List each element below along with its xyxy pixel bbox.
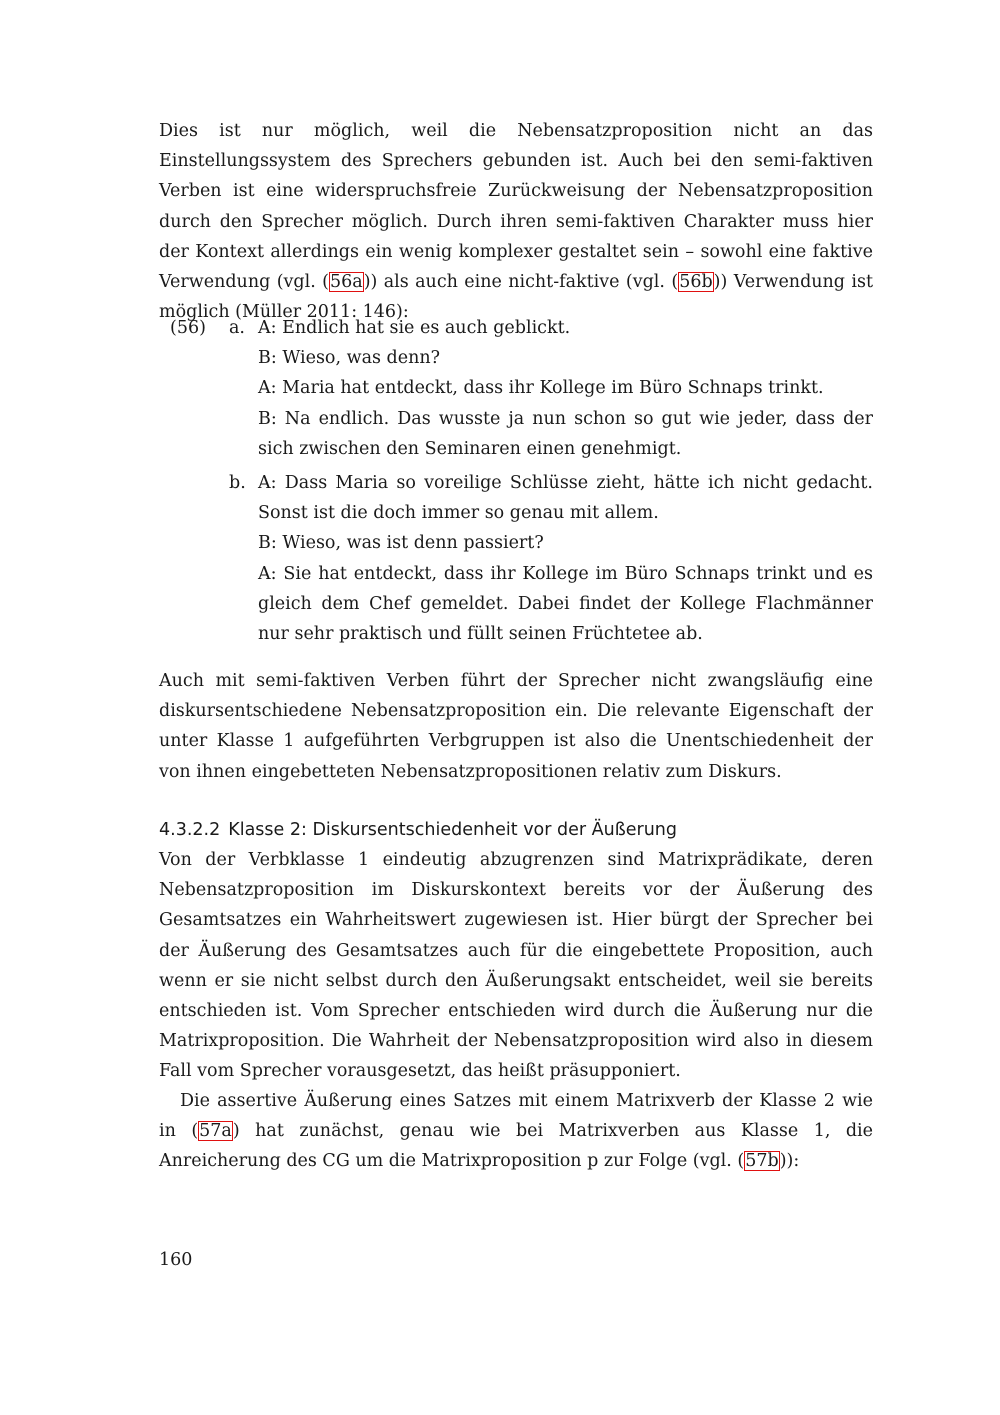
example-letter-b: b. [229, 473, 246, 493]
paragraph-2: Auch mit semi-faktiven Verben führt der Sprecher nicht zwangsläufig eine diskursentschiedene Nebensatzproposition ein. Die relevante Eigenschaft der unter Klasse 1 aufgeführten Verbgruppen ist also die Unentschiedenheit der von ihnen eingebetteten Nebensatzpropositionen relativ zum Diskurs. [159, 671, 873, 782]
cross-reference-56a[interactable]: 56a [329, 272, 363, 293]
cross-reference-56b[interactable]: 56b [679, 272, 713, 293]
dialogue-line: B: Wieso, was denn? [258, 348, 441, 369]
example-letter-a: a. [229, 318, 245, 338]
dialogue-line: B: Na endlich. Das wusste ja nun schon so gut wie jeder, dass der sich zwischen den Seminaren einen genehmigt. [258, 408, 873, 459]
paragraph-3: Von der Verbklasse 1 eindeutig abzugrenzen sind Matrixprädikate, deren Nebensatzproposition im Diskurskontext bereits vor der Äußerung des Gesamtsatzes ein Wahrheitswert zugewiesen ist. Hier bürgt der Sprecher bei der Äußerung des Gesamtsatzes auch für die eingebettete Proposition, auch wenn er sie nicht selbst durch den Äußerungsakt entscheidet, weil sie bereits entschieden ist. Vom Sprecher entschieden wird durch die Äußerung nur die Matrixproposition. Die Wahrheit der Nebensatzproposition wird also in diesem Fall vom Sprecher vorausgesetzt, das heißt präsupponiert. [159, 850, 873, 1082]
cross-reference-57b[interactable]: 57b [745, 1151, 779, 1172]
dialogue-line: A: Sie hat entdeckt, dass ihr Kollege im Büro Schnaps trinkt und es gleich dem Chef gemeldet. Dabei findet der Kollege Flachmänner nur sehr praktisch und füllt seinen Früchtetee ab. [258, 563, 873, 645]
section-number: 4.3.2.2 [159, 820, 221, 840]
cross-reference-57a[interactable]: 57a [199, 1121, 232, 1142]
dialogue-line: A: Endlich hat sie es auch geblickt. [258, 318, 571, 338]
page-number: 160 [159, 1250, 193, 1270]
section-heading [159, 815, 873, 845]
dialogue-line: A: Dass Maria so voreilige Schlüsse zieht, hätte ich nicht gedacht. Sonst ist die doch immer so genau mit allem. [258, 473, 873, 524]
example-a-dialogue [258, 313, 873, 464]
paragraph-1: Dies ist nur möglich, weil die Nebensatzproposition nicht an das Einstellungssystem des Sprechers gebunden ist. Auch bei den semi-faktiven Verben ist eine widerspruchsfreie Zurückweisung der Nebensatzproposition durch den Sprecher möglich. Durch ihren semi-faktiven Charakter muss hier der Kontext allerdings ein wenig komplexer gestaltet sein – sowohl eine faktive Verwendung (vgl. (56a)) als auch eine nicht-faktive (vgl. (56b)) Verwendung ist möglich (Müller 2011: 146): [159, 121, 874, 323]
example-b-dialogue [258, 468, 873, 649]
dialogue-line: A: Maria hat entdeckt, dass ihr Kollege im Büro Schnaps trinkt. [258, 378, 824, 399]
example-number: (56) [170, 318, 206, 338]
section-title: Klasse 2: Diskursentschiedenheit vor der Äußerung [228, 820, 677, 840]
dialogue-line: B: Wieso, was ist denn passiert? [258, 533, 544, 554]
paragraph-4: Die assertive Äußerung eines Satzes mit einem Matrixverb der Klasse 2 wie in (57a) hat zunächst, genau wie bei Matrixverben aus Klasse 1, die Anreicherung des CG um die Matrixproposition p zur Folge (vgl. (57b)): [159, 1091, 873, 1172]
